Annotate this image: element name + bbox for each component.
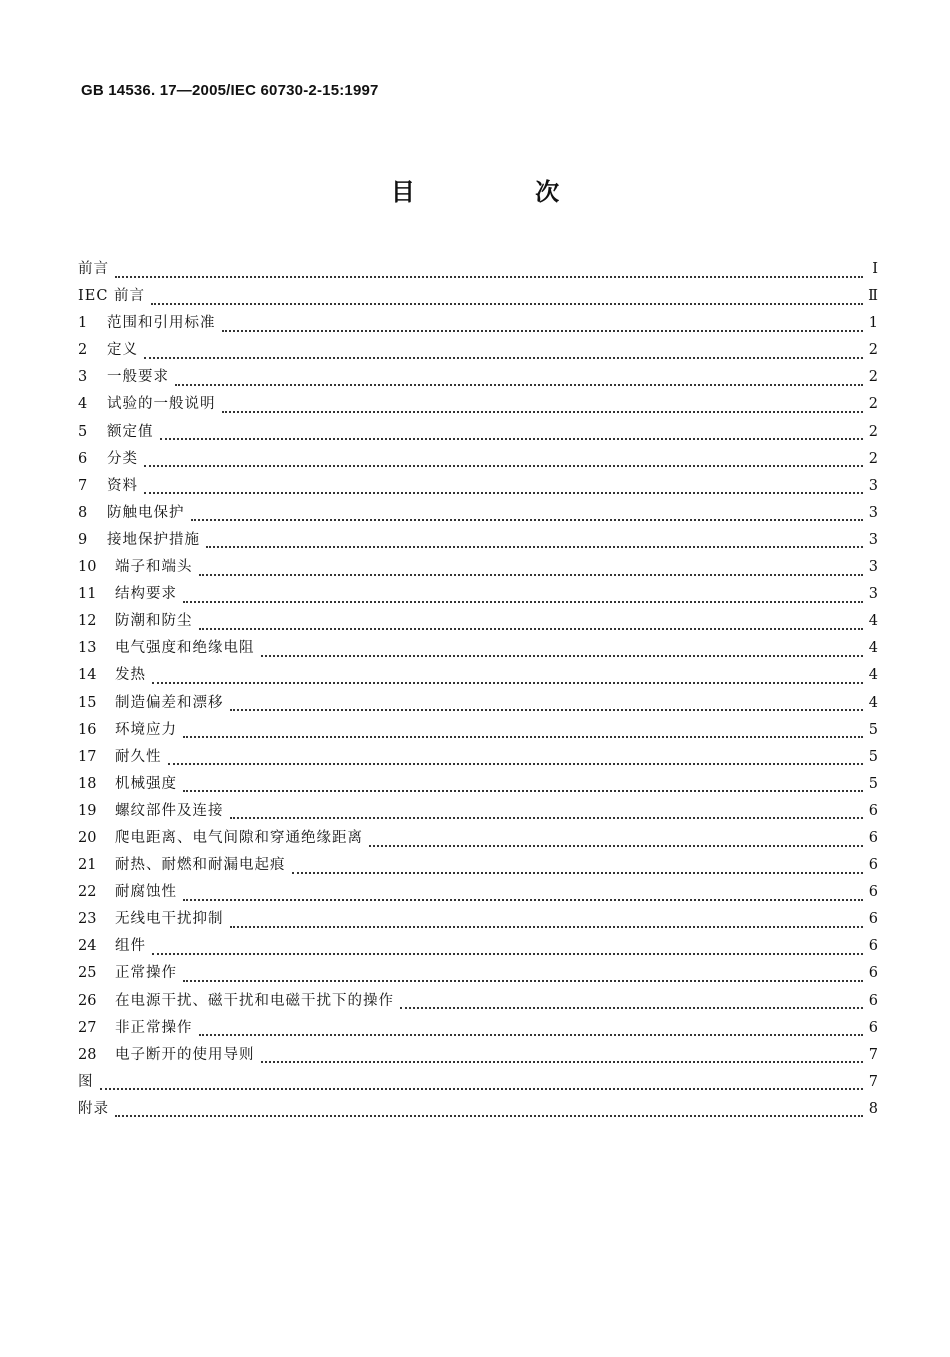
toc-entry-title: 结构要求 (115, 586, 177, 603)
toc-entry[interactable] (78, 364, 878, 391)
toc-entry-page: 6 (868, 938, 878, 955)
toc-entry-page: 4 (868, 667, 878, 684)
toc-entry[interactable] (78, 960, 878, 987)
toc-entry-page: 6 (868, 911, 878, 928)
toc-entry-number: 4 (78, 396, 88, 413)
toc-entry[interactable] (78, 717, 878, 744)
toc-entry-title: 制造偏差和漂移 (115, 694, 224, 711)
toc-entry[interactable] (78, 1096, 878, 1123)
toc-dot-leader (144, 347, 863, 359)
toc-entry-title: 前言 (78, 261, 109, 277)
toc-entry-number: 27 (78, 1019, 97, 1036)
toc-entry-title: 无线电干扰抑制 (115, 911, 224, 928)
toc-dot-leader (168, 753, 864, 765)
toc-entry-page: 2 (868, 342, 878, 359)
toc-entry-page: 4 (868, 640, 878, 657)
toc-entry-number: 25 (78, 965, 97, 982)
toc-dot-leader (230, 807, 864, 819)
toc-entry-number: 15 (78, 694, 97, 711)
toc-entry-title: 发热 (115, 667, 146, 684)
toc-entry-number: 8 (78, 504, 88, 521)
toc-entry-page: 7 (868, 1073, 878, 1090)
toc-entry-number: 14 (78, 667, 97, 684)
toc-entry-number: 28 (78, 1046, 97, 1063)
toc-entry[interactable] (78, 825, 878, 852)
toc-entry[interactable] (78, 635, 878, 662)
toc-entry[interactable] (78, 310, 878, 337)
toc-dot-leader (152, 672, 863, 684)
toc-entry-number: 17 (78, 748, 97, 765)
toc-entry[interactable] (78, 906, 878, 933)
toc-entry-number: 13 (78, 640, 97, 657)
toc-entry-page: Ⅰ (872, 261, 878, 277)
toc-entry-page: 1 (868, 315, 878, 332)
toc-entry[interactable] (78, 933, 878, 960)
toc-entry-page: 2 (868, 369, 878, 386)
toc-entry-number: 22 (78, 884, 97, 901)
toc-dot-leader (183, 780, 863, 792)
toc-entry-title: 防触电保护 (107, 504, 185, 521)
toc-entry[interactable] (78, 256, 878, 283)
toc-dot-leader (183, 889, 863, 901)
toc-entry-number: 5 (78, 423, 88, 440)
toc-entry[interactable] (78, 1015, 878, 1042)
toc-dot-leader (230, 699, 864, 711)
toc-entry-page: 4 (868, 694, 878, 711)
toc-entry-page: 5 (868, 775, 878, 792)
toc-entry-page: 4 (868, 613, 878, 630)
toc-entry-number: 1 (78, 315, 88, 332)
toc-entry-title: 额定值 (107, 423, 154, 440)
toc-entry-page: 2 (868, 450, 878, 467)
toc-entry-page: 6 (868, 992, 878, 1009)
toc-entry-number: 20 (78, 829, 97, 846)
toc-dot-leader (160, 428, 864, 440)
toc-dot-leader (199, 564, 864, 576)
toc-entry-title: 图 (78, 1073, 94, 1090)
toc-entry[interactable] (78, 608, 878, 635)
toc-dot-leader (152, 943, 863, 955)
toc-dot-leader (115, 266, 863, 278)
standard-code-header: GB 14536. 17—2005/IEC 60730-2-15:1997 (81, 82, 379, 99)
toc-entry[interactable] (78, 1069, 878, 1096)
toc-entry[interactable] (78, 527, 878, 554)
toc-entry[interactable] (78, 500, 878, 527)
toc-entry-page: 6 (868, 829, 878, 846)
toc-dot-leader (222, 401, 864, 413)
toc-entry[interactable] (78, 1042, 878, 1069)
toc-dot-leader (175, 374, 863, 386)
toc-entry[interactable] (78, 744, 878, 771)
toc-dot-leader (261, 645, 864, 657)
toc-entry[interactable] (78, 798, 878, 825)
toc-entry-title: 分类 (107, 450, 138, 467)
toc-entry[interactable] (78, 391, 878, 418)
toc-entry-number: 9 (78, 531, 88, 548)
toc-entry-page: 6 (868, 965, 878, 982)
toc-entry-page: 6 (868, 857, 878, 874)
page-title: 目 次 (390, 178, 616, 206)
toc-dot-leader (151, 293, 863, 305)
toc-entry-title: 附录 (78, 1100, 109, 1117)
toc-entry[interactable] (78, 771, 878, 798)
toc-dot-leader (191, 509, 864, 521)
toc-entry-title: 电子断开的使用导则 (115, 1046, 255, 1063)
toc-dot-leader (400, 997, 863, 1009)
toc-entry-page: 2 (868, 396, 878, 413)
toc-dot-leader (261, 1051, 864, 1063)
toc-dot-leader (199, 1024, 864, 1036)
toc-entry-number: 19 (78, 802, 97, 819)
toc-entry-title: 范围和引用标准 (107, 315, 216, 332)
toc-entry-number: 7 (78, 477, 88, 494)
toc-entry[interactable] (78, 283, 878, 310)
toc-dot-leader (183, 591, 863, 603)
toc-entry-title: 定义 (107, 342, 138, 359)
toc-entry-page: 5 (868, 721, 878, 738)
toc-dot-leader (230, 916, 864, 928)
table-of-contents (78, 256, 878, 1123)
toc-entry-number: 11 (78, 586, 97, 603)
toc-entry-title: 耐久性 (115, 748, 162, 765)
toc-entry-title: 在电源干扰、磁干扰和电磁干扰下的操作 (115, 992, 394, 1009)
toc-dot-leader (144, 482, 863, 494)
toc-entry-number: 23 (78, 911, 97, 928)
toc-entry[interactable] (78, 988, 878, 1015)
toc-entry[interactable] (78, 419, 878, 446)
toc-entry-title: 组件 (115, 938, 146, 955)
toc-entry-number: 6 (78, 450, 88, 467)
toc-entry-title: 耐热、耐燃和耐漏电起痕 (115, 857, 286, 874)
toc-entry[interactable] (78, 337, 878, 364)
toc-dot-leader (222, 320, 864, 332)
toc-entry-page: Ⅱ (868, 288, 878, 305)
toc-dot-leader (183, 726, 863, 738)
toc-entry[interactable] (78, 662, 878, 689)
toc-entry-title: 耐腐蚀性 (115, 884, 177, 901)
toc-entry-page: 6 (868, 802, 878, 819)
toc-dot-leader (206, 536, 863, 548)
toc-entry-title: 一般要求 (107, 369, 169, 386)
toc-entry-title: 接地保护措施 (107, 531, 200, 548)
toc-entry-number: 3 (78, 369, 88, 386)
toc-entry-title: 非正常操作 (115, 1019, 193, 1036)
toc-entry[interactable] (78, 446, 878, 473)
toc-entry-page: 2 (868, 423, 878, 440)
toc-entry-number: 16 (78, 721, 97, 738)
toc-entry[interactable] (78, 690, 878, 717)
toc-entry[interactable] (78, 879, 878, 906)
toc-entry-number: 12 (78, 613, 97, 630)
toc-entry-number: 18 (78, 775, 97, 792)
toc-entry-title: IEC 前言 (78, 288, 146, 305)
toc-entry-title: 防潮和防尘 (115, 613, 193, 630)
toc-entry-page: 7 (868, 1046, 878, 1063)
toc-dot-leader (115, 1105, 863, 1117)
toc-entry[interactable] (78, 554, 878, 581)
toc-entry-title: 螺纹部件及连接 (115, 802, 224, 819)
toc-entry-page: 3 (868, 586, 878, 603)
toc-entry-page: 3 (868, 477, 878, 494)
toc-entry-title: 环境应力 (115, 721, 177, 738)
toc-entry-page: 6 (868, 884, 878, 901)
toc-entry-title: 电气强度和绝缘电阻 (115, 640, 255, 657)
toc-dot-leader (100, 1078, 864, 1090)
toc-dot-leader (183, 970, 863, 982)
toc-entry-page: 3 (868, 531, 878, 548)
toc-entry-number: 21 (78, 857, 97, 874)
toc-entry-title: 爬电距离、电气间隙和穿通绝缘距离 (115, 829, 363, 846)
toc-entry-title: 资料 (107, 477, 138, 494)
toc-entry-page: 8 (868, 1100, 878, 1117)
toc-entry-page: 3 (868, 504, 878, 521)
toc-dot-leader (144, 455, 863, 467)
toc-entry-number: 24 (78, 938, 97, 955)
toc-entry-title: 试验的一般说明 (107, 396, 216, 413)
toc-entry[interactable] (78, 581, 878, 608)
toc-entry-number: 2 (78, 342, 88, 359)
toc-entry-title: 端子和端头 (115, 559, 193, 576)
toc-entry-page: 6 (868, 1019, 878, 1036)
toc-entry-title: 正常操作 (115, 965, 177, 982)
toc-entry[interactable] (78, 852, 878, 879)
toc-entry-title: 机械强度 (115, 775, 177, 792)
toc-entry-page: 3 (868, 559, 878, 576)
toc-dot-leader (369, 835, 863, 847)
toc-entry-number: 26 (78, 992, 97, 1009)
toc-dot-leader (292, 862, 864, 874)
toc-entry[interactable] (78, 473, 878, 500)
toc-entry-page: 5 (868, 748, 878, 765)
toc-dot-leader (199, 618, 864, 630)
toc-entry-number: 10 (78, 559, 97, 576)
